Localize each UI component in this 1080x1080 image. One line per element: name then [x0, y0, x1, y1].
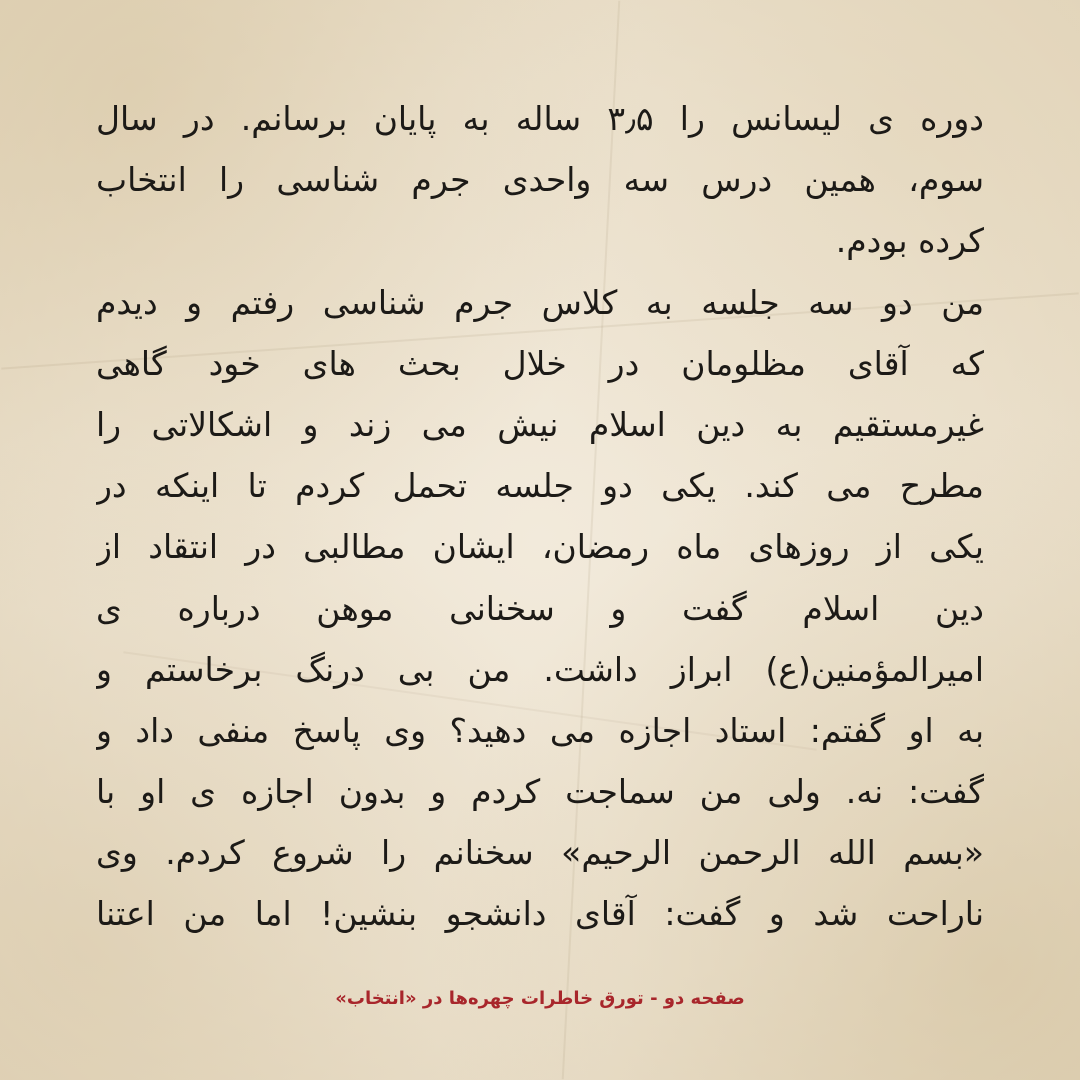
page-content: [96, 88, 984, 968]
text-line: یکی از روزهای ماه رمضان، ایشان مطالبی در انتقاد از: [96, 527, 984, 567]
text-line: ناراحت شد و گفت: آقای دانشجو بنشین! اما من اعتنا: [96, 894, 984, 934]
text-line: «بسم الله الرحمن الرحیم» سخنانم را شروع کردم. وی: [96, 833, 984, 873]
text-line: دین اسلام گفت و سخنانی موهن درباره ی: [96, 588, 984, 628]
text-line: سوم، همین درس سه واحدی جرم شناسی را انتخاب: [96, 160, 984, 200]
article-body: [96, 88, 984, 945]
text-line: به او گفتم: استاد اجازه می دهید؟ وی پاسخ منفی داد و: [96, 710, 984, 750]
text-line: غیرمستقیم به دین اسلام نیش می زند و اشکالاتی را: [96, 404, 984, 444]
text-line: امیرالمؤمنین(ع) ابراز داشت. من بی درنگ برخاستم و: [96, 649, 984, 689]
text-line: من دو سه جلسه به کلاس جرم شناسی رفتم و دیدم: [96, 282, 984, 322]
text-line: دوره ی لیسانس را ۳٫۵ ساله به پایان برسانم. در سال: [96, 99, 984, 138]
text-line: که آقای مظلومان در خلال بحث های خود گاهی: [96, 343, 984, 383]
text-line: مطرح می کند. یکی دو جلسه تحمل کردم تا اینکه در: [96, 466, 984, 506]
text-line: کرده بودم.: [835, 221, 984, 261]
text-line: گفت: نه. ولی من سماجت کردم و بدون اجازه ی او با: [96, 772, 984, 812]
page-caption: صفحه دو - تورق خاطرات چهره‌ها در «انتخاب»: [335, 988, 745, 1009]
